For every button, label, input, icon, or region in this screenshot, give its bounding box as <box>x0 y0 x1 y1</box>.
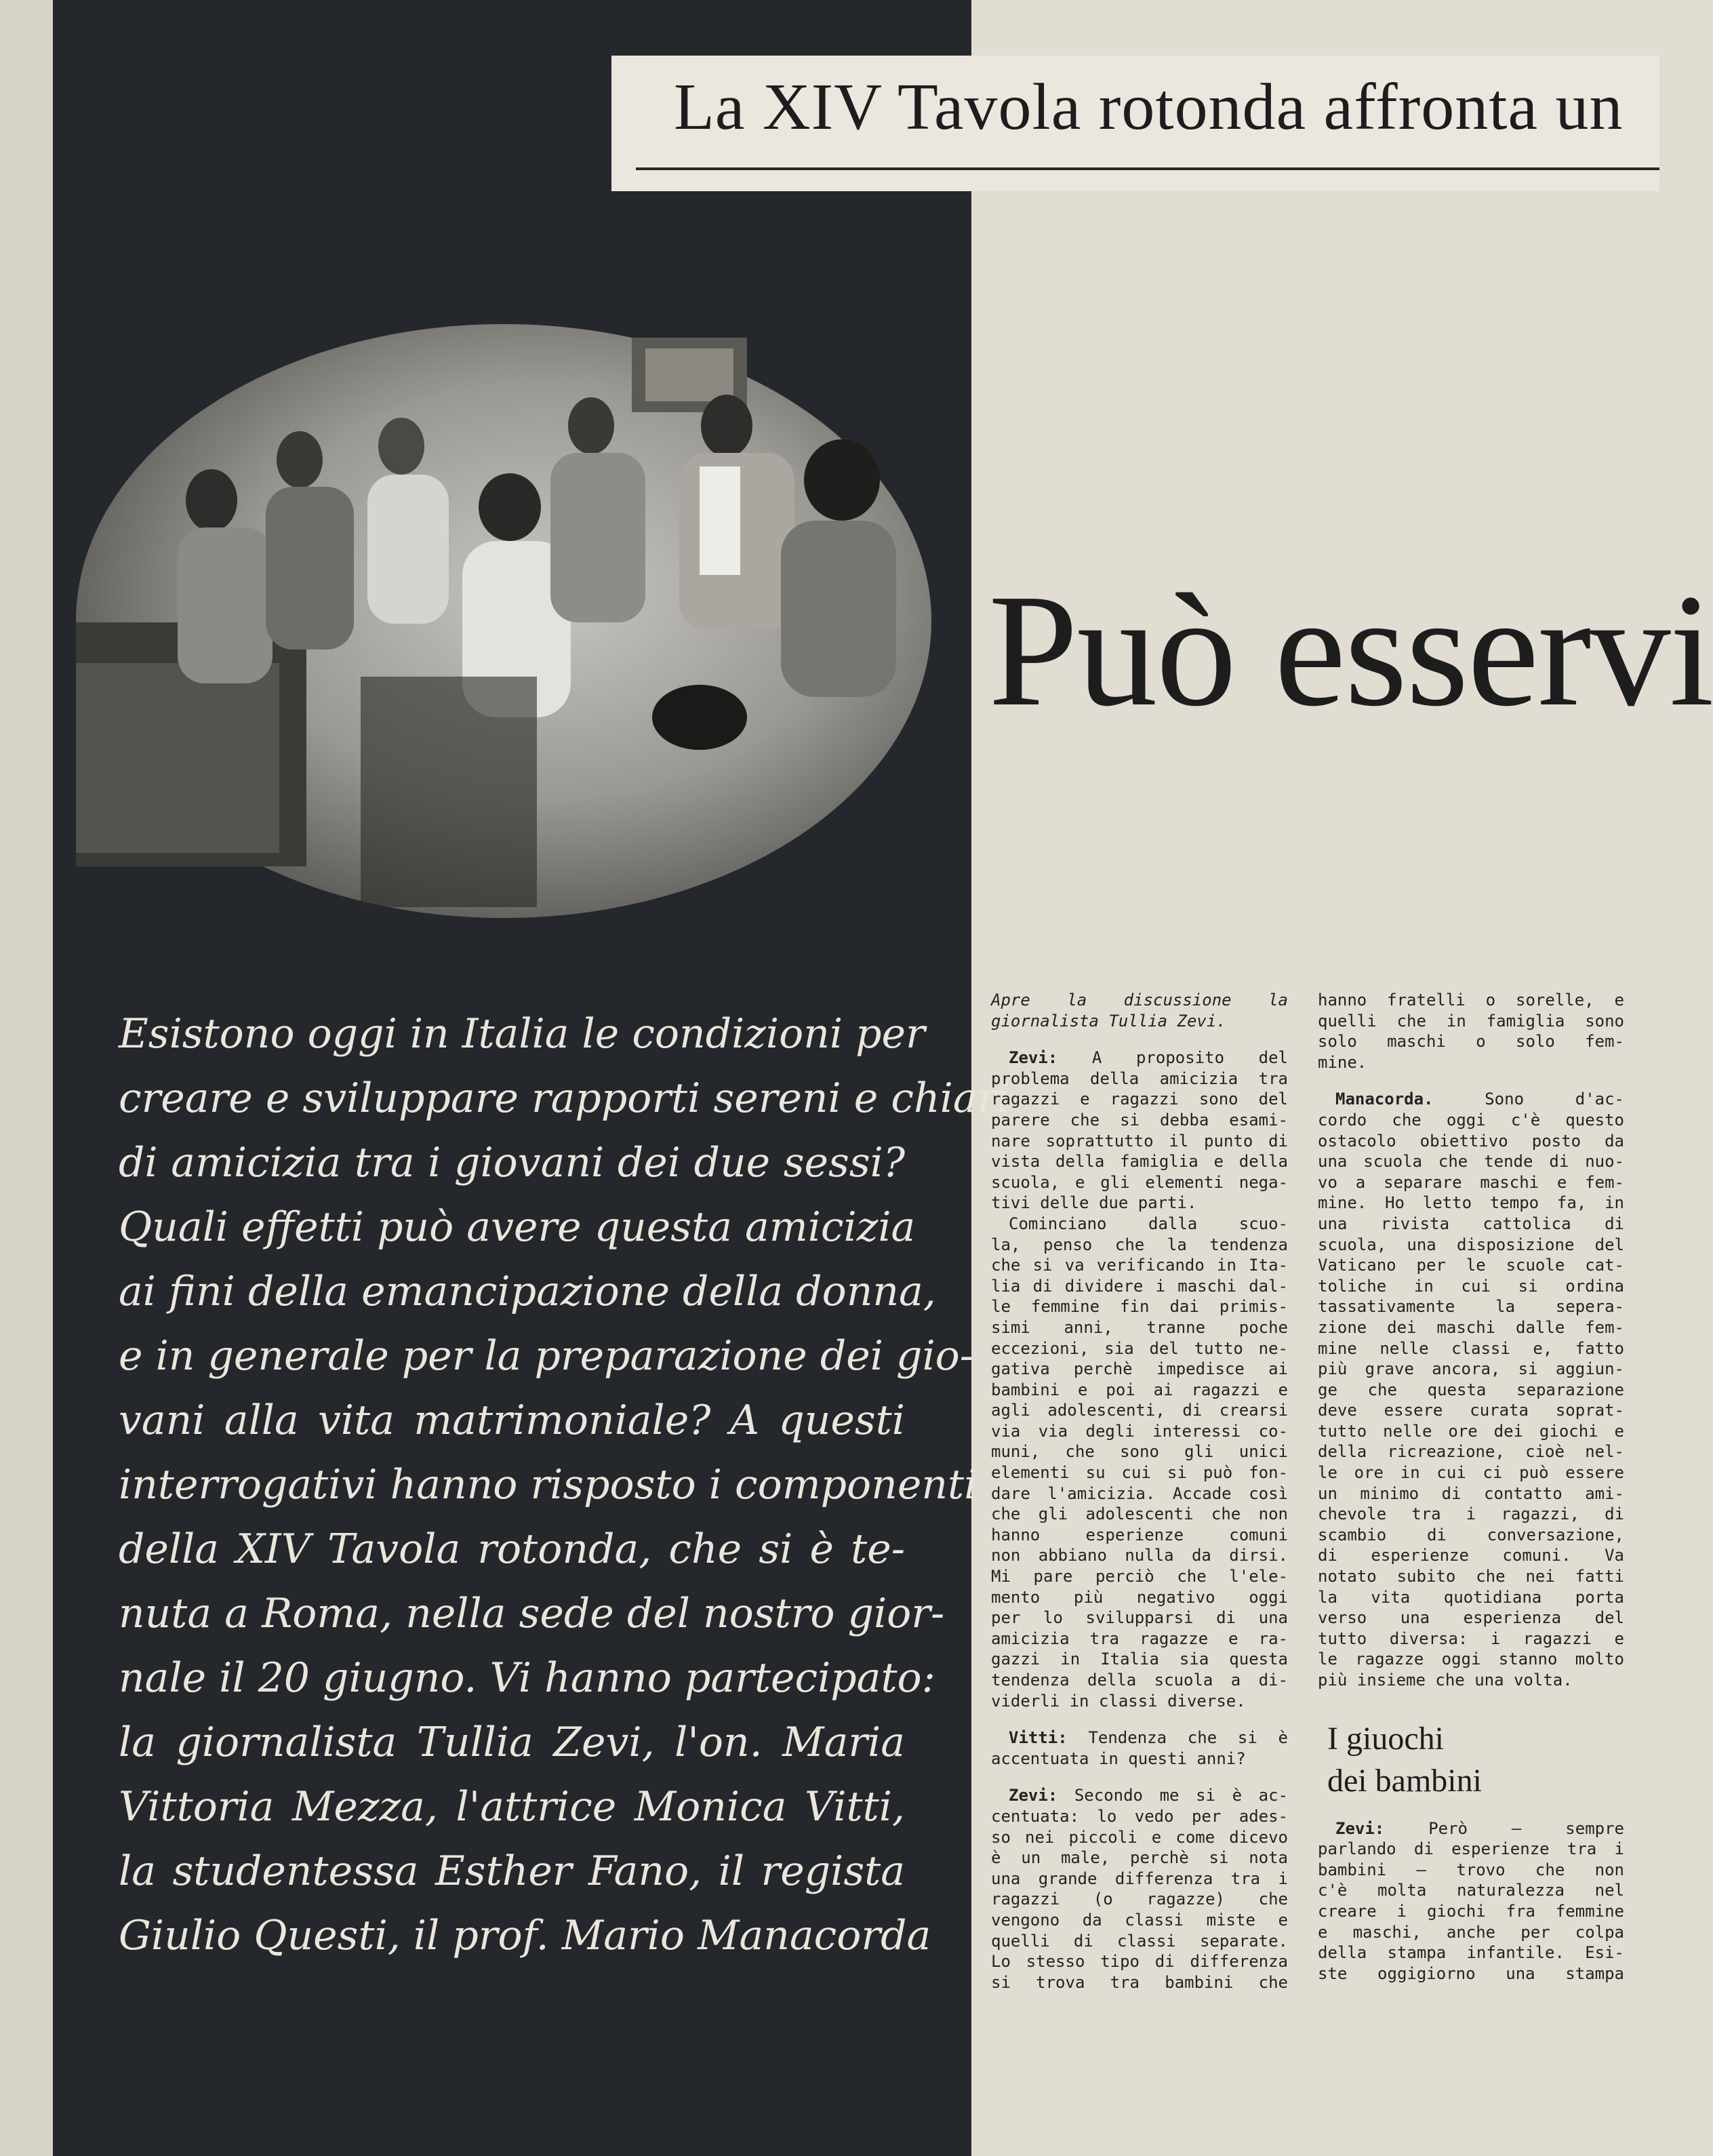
intro-line: interrogativi hanno risposto i componenti <box>119 1461 978 1509</box>
text-line: la vita quotidiana porta <box>1318 1587 1624 1607</box>
text-line: ragazzi e ragazzi sono del <box>991 1090 1288 1109</box>
intro-line: vani alla vita matrimoniale? A questi <box>119 1397 905 1444</box>
text-line: mine nelle classi e, fatto <box>1318 1338 1624 1358</box>
speaker-name: Zevi: <box>1009 1048 1058 1068</box>
speaker-name: Vitti: <box>1009 1728 1068 1748</box>
text-line: tivi delle due parti. <box>991 1193 1197 1213</box>
paragraph-first-line <box>991 1728 1288 1749</box>
text-line: notato subito che nei fatti <box>1318 1567 1624 1586</box>
text-line: si trova tra bambini che <box>991 1972 1288 1992</box>
text-line: di esperienze comuni. Va <box>1318 1546 1624 1565</box>
text-line: so nei piccoli e come dicevo <box>991 1827 1288 1847</box>
text-line: scuola, e gli elementi nega- <box>991 1172 1288 1192</box>
text-line: quelli che in famiglia sono <box>1318 1011 1624 1031</box>
text-line: ge che questa separazione <box>1318 1380 1624 1399</box>
intro-paragraph <box>119 1002 1010 1968</box>
text-line: tutto diversa: i ragazzi e <box>1318 1629 1624 1648</box>
text-line: le femmine fin dai primis- <box>991 1297 1288 1317</box>
text-line: via via degli interessi co- <box>991 1421 1288 1441</box>
text-line: una scuola che tende di nuo- <box>1318 1152 1624 1172</box>
intro-line: nale il 20 giugno. Vi hanno partecipato: <box>119 1654 935 1702</box>
group-photo <box>76 324 931 918</box>
speaker-name: Manacorda. <box>1335 1090 1434 1109</box>
text-line: tendenza della scuola a di- <box>991 1671 1288 1690</box>
text-line: che gli adolescenti che non <box>991 1504 1288 1524</box>
text-line: Vaticano per le scuole cat- <box>1318 1256 1624 1275</box>
intro-line: Giulio Questi, il prof. Mario Manacorda <box>119 1912 931 1959</box>
intro-line: di amicizia tra i giovani dei due sessi? <box>119 1139 905 1186</box>
text-line: parlando di esperienze tra i <box>1318 1839 1624 1859</box>
speaker-name: Zevi: <box>1335 1818 1385 1838</box>
text-line: elementi su cui si può fon- <box>991 1463 1288 1483</box>
text-line: quelli di classi separate. <box>991 1931 1288 1951</box>
text-line: cordo che oggi c'è questo <box>1318 1110 1624 1130</box>
text-line: toliche in cui si ordina <box>1318 1276 1624 1296</box>
text-line: eccezioni, sia del tutto ne- <box>991 1338 1288 1358</box>
text-line: bambini — trovo che non <box>1318 1860 1624 1879</box>
text-run: Sono d'ac- <box>1485 1090 1624 1109</box>
text-line: Lo stesso tipo di differenza <box>991 1952 1288 1972</box>
text-run: A proposito del <box>1091 1048 1288 1068</box>
text-line: chevole tra i ragazzi, di <box>1318 1504 1624 1524</box>
text-line: un minimo di contatto ami- <box>1318 1483 1624 1503</box>
text-line: ragazzi (o ragazze) che <box>991 1890 1288 1909</box>
text-line: ste oggigiorno una stampa <box>1318 1963 1624 1983</box>
intro-line: creare e sviluppare rapporti sereni e chiari <box>119 1075 1010 1122</box>
group-photo-icon <box>76 324 931 918</box>
text-line: della ricreazione, cioè nel- <box>1318 1442 1624 1462</box>
intro-line: ai fini della emancipazione della donna, <box>119 1268 936 1315</box>
title-rule <box>636 167 1659 170</box>
text-line: zione dei maschi dalle fem- <box>1318 1317 1624 1337</box>
text-run: Però — sempre <box>1428 1818 1624 1838</box>
text-line: muni, che sono gli unici <box>991 1442 1288 1462</box>
paragraph-first-line <box>991 1785 1288 1806</box>
intro-line: della XIV Tavola rotonda, che si è te- <box>119 1525 905 1573</box>
article-column-2 <box>1318 990 1624 1984</box>
text-line: scambio di conversazione, <box>1318 1525 1624 1544</box>
text-line: amicizia tra ragazze e ra- <box>991 1629 1288 1648</box>
title-banner <box>611 56 1659 191</box>
text-line: problema della amicizia tra <box>991 1069 1288 1088</box>
text-run: Secondo me si è ac- <box>1074 1786 1288 1805</box>
text-line: per lo svilupparsi di una <box>991 1608 1288 1628</box>
intro-line: la studentessa Esther Fano, il regista <box>119 1848 905 1895</box>
section-subheading: dei bambini <box>1327 1762 1482 1799</box>
text-line: lia di dividere i maschi dal- <box>991 1276 1288 1296</box>
text-line: ostacolo obiettivo posto da <box>1318 1131 1624 1151</box>
intro-line: Quali effetti può avere questa amicizia <box>119 1203 916 1251</box>
opening-line: giornalista Tullia Zevi. <box>991 1011 1226 1031</box>
text-line: vista della famiglia e della <box>991 1152 1288 1172</box>
text-line: Mi pare perciò che l'ele- <box>991 1567 1288 1586</box>
text-run: Tendenza che si è <box>1088 1728 1288 1748</box>
text-line: dare l'amicizia. Accade così <box>991 1483 1288 1503</box>
text-line: bambini e poi ai ragazzi e <box>991 1380 1288 1399</box>
text-line: tassativamente la sepera- <box>1318 1297 1624 1317</box>
text-line: le ore in cui ci può essere <box>1318 1463 1624 1483</box>
paragraph-first-line <box>991 1047 1288 1069</box>
article-kicker: La XIV Tavola rotonda affronta un <box>674 71 1624 144</box>
text-line: una rivista cattolica di <box>1318 1214 1624 1233</box>
text-line: creare i giochi fra femmine <box>1318 1901 1624 1921</box>
intro-line: nuta a Roma, nella sede del nostro gior- <box>119 1590 945 1637</box>
text-line: viderli in classi diverse. <box>991 1691 1246 1711</box>
text-line: le ragazze oggi stanno molto <box>1318 1650 1624 1669</box>
text-line: hanno fratelli o sorelle, e <box>1318 991 1624 1010</box>
text-line: gativa perchè impedisce ai <box>991 1359 1288 1379</box>
text-line: nare soprattutto il punto di <box>991 1131 1288 1151</box>
text-line: centuata: lo vedo per ades- <box>991 1806 1288 1826</box>
text-line: è un male, perchè si nota <box>991 1848 1288 1868</box>
text-line: e maschi, anche per colpa <box>1318 1922 1624 1942</box>
text-line: simi anni, tranne poche <box>991 1317 1288 1337</box>
text-line: mine. <box>1318 1052 1367 1072</box>
intro-line: Vittoria Mezza, l'attrice Monica Vitti, <box>119 1783 905 1831</box>
text-line: deve essere curata soprat- <box>1318 1401 1624 1420</box>
section-subheading: I giuochi <box>1327 1720 1444 1757</box>
text-line: vo a separare maschi e fem- <box>1318 1172 1624 1192</box>
text-line: una grande differenza tra i <box>991 1869 1288 1888</box>
text-line: solo maschi o solo fem- <box>1318 1032 1624 1052</box>
text-line: agli adolescenti, di crearsi <box>991 1401 1288 1420</box>
text-line: che si va verificando in Ita- <box>991 1256 1288 1275</box>
intro-line: la giornalista Tullia Zevi, l'on. Maria <box>119 1719 905 1766</box>
text-line: più insieme che una volta. <box>1318 1671 1573 1690</box>
text-line: scuola, una disposizione del <box>1318 1235 1624 1254</box>
paragraph-first-line <box>1318 1089 1624 1110</box>
paragraph-first-line <box>1318 1818 1624 1839</box>
text-line: della stampa infantile. Esi- <box>1318 1943 1624 1963</box>
text-line: accentuata in questi anni? <box>991 1749 1246 1768</box>
speaker-name: Zevi: <box>1009 1786 1058 1805</box>
text-line: non abbiano nulla da dirsi. <box>991 1546 1288 1565</box>
page-margin <box>0 0 53 2156</box>
intro-line: e in generale per la preparazione dei gio- <box>119 1332 974 1380</box>
article-column-1 <box>991 990 1288 1993</box>
text-line: parere che si debba esami- <box>991 1110 1288 1130</box>
text-line: mine. Ho letto tempo fa, in <box>1318 1193 1624 1213</box>
opening-line: Apre la discussione la <box>991 991 1288 1010</box>
text-line: vengono da classi miste e <box>991 1910 1288 1930</box>
text-line: gazzi in Italia sia questa <box>991 1650 1288 1669</box>
text-line: c'è molta naturalezza nel <box>1318 1881 1624 1900</box>
text-line: hanno esperienze comuni <box>991 1525 1288 1544</box>
intro-line: Esistono oggi in Italia le condizioni per <box>119 1010 925 1058</box>
text-line: la, penso che la tendenza <box>991 1235 1288 1254</box>
text-line: più grave ancora, si aggiun- <box>1318 1359 1624 1379</box>
text-line: Cominciano dalla scuo- <box>1009 1214 1288 1233</box>
headline: Può esservi <box>988 561 1713 740</box>
text-line: mento più negativo oggi <box>991 1587 1288 1607</box>
text-line: tutto nelle ore dei giochi e <box>1318 1421 1624 1441</box>
text-line: verso una esperienza del <box>1318 1608 1624 1628</box>
